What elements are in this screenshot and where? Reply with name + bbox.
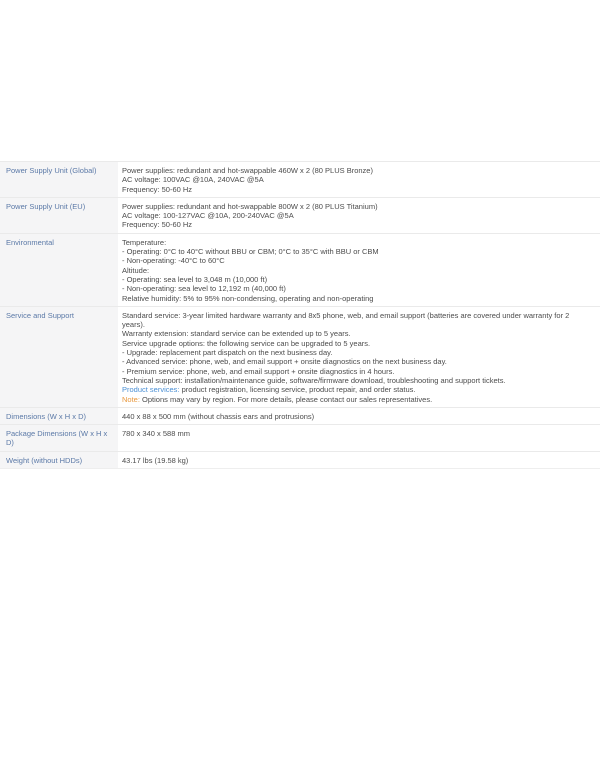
- spec-value: [118, 162, 600, 197]
- note-label: Note:: [122, 394, 140, 404]
- spec-value-line: [122, 385, 592, 394]
- spec-label: Dimensions (W x H x D): [0, 408, 118, 424]
- spec-row: [0, 408, 600, 425]
- spec-value-line: Frequency: 50-60 Hz: [122, 220, 193, 230]
- spec-value: [118, 198, 600, 233]
- spec-value-line: - Non-operating: sea level to 12,192 m (40,000 ft): [122, 284, 286, 294]
- spec-value-line: - Advanced service: phone, web, and email support + onsite diagnostics on the next business day.: [122, 357, 447, 367]
- spec-label: Service and Support: [0, 307, 118, 407]
- spec-row: [0, 234, 600, 307]
- spec-value-line: AC voltage: 100VAC @10A, 240VAC @5A: [122, 175, 264, 185]
- spec-table: [0, 161, 600, 469]
- spec-value: [118, 307, 600, 407]
- spec-row: [0, 162, 600, 198]
- spec-label: Weight (without HDDs): [0, 452, 118, 468]
- spec-label: Power Supply Unit (Global): [0, 162, 118, 197]
- spec-value: [118, 408, 600, 424]
- spec-row: [0, 452, 600, 468]
- spec-value-line: - Premium service: phone, web, and email support + onsite diagnostics in 4 hours.: [122, 366, 395, 376]
- spec-value-line: Altitude:: [122, 265, 150, 275]
- spec-value-line: 43.17 lbs (19.58 kg): [122, 455, 189, 465]
- spec-value-line: Standard service: 3-year limited hardware warranty and 8x5 phone, web, and email support (batteries are covered under warranty for 2 years).: [122, 310, 570, 330]
- spec-value-line: Power supplies: redundant and hot-swappable 800W x 2 (80 PLUS Titanium): [122, 201, 378, 211]
- spec-value-line: 780 x 340 x 588 mm: [122, 429, 190, 439]
- spec-row: [0, 307, 600, 408]
- spec-value-line: Warranty extension: standard service can be extended up to 5 years.: [122, 329, 351, 339]
- spec-value-line: - Non-operating: -40°C to 60°C: [122, 256, 225, 266]
- spec-label: Power Supply Unit (EU): [0, 198, 118, 233]
- spec-value-line: Relative humidity: 5% to 95% non-condensing, operating and non-operating: [122, 293, 374, 303]
- spec-text-segment: Options may vary by region. For more details, please contact our sales representatives.: [139, 394, 433, 404]
- spec-value-line: Technical support: installation/maintenance guide, software/firmware download, troubleshooting and support tickets.: [122, 375, 506, 385]
- spec-value: [118, 234, 600, 306]
- product-services-link[interactable]: Product services:: [122, 385, 180, 395]
- spec-label: Environmental: [0, 234, 118, 306]
- spec-value-line: 440 x 88 x 500 mm (without chassis ears and protrusions): [122, 411, 315, 421]
- spec-value-line: [122, 395, 592, 404]
- spec-label: Package Dimensions (W x H x D): [0, 425, 118, 451]
- spec-value-line: - Upgrade: replacement part dispatch on the next business day.: [122, 348, 333, 358]
- spec-value: [118, 425, 600, 451]
- spec-value-line: Temperature:: [122, 237, 167, 247]
- spec-text-segment: product registration, licensing service, product repair, and order status.: [179, 385, 416, 395]
- spec-row: [0, 198, 600, 234]
- spec-value-line: - Operating: 0°C to 40°C without BBU or CBM; 0°C to 35°C with BBU or CBM: [122, 247, 379, 257]
- spec-value-line: AC voltage: 100-127VAC @10A, 200-240VAC @5A: [122, 211, 294, 221]
- spec-row: [0, 425, 600, 452]
- spec-value-line: Power supplies: redundant and hot-swappable 460W x 2 (80 PLUS Bronze): [122, 166, 373, 175]
- spec-value-line: - Operating: sea level to 3,048 m (10,000 ft): [122, 274, 268, 284]
- spec-value: [118, 452, 600, 468]
- spec-value-line: Frequency: 50-60 Hz: [122, 184, 193, 194]
- spec-value-line: Service upgrade options: the following service can be upgraded to 5 years.: [122, 338, 371, 348]
